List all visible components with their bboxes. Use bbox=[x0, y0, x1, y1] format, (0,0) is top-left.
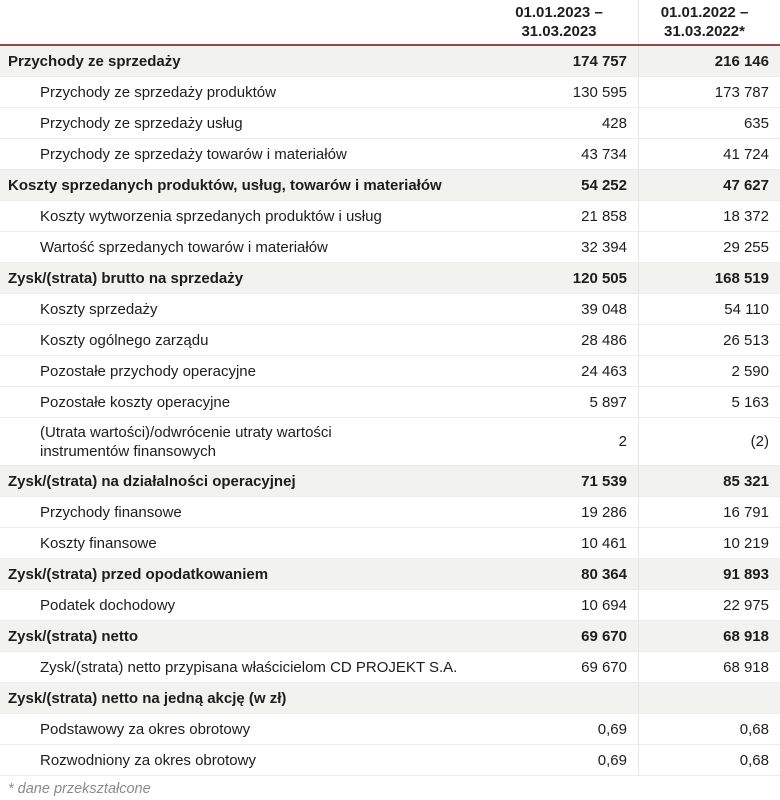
section-row bbox=[0, 466, 780, 497]
footnote: * dane przekształcone bbox=[8, 781, 151, 797]
value-prior-period: 2 590 bbox=[638, 356, 780, 386]
row-label bbox=[0, 362, 480, 381]
row-label bbox=[0, 145, 480, 164]
table-row bbox=[0, 201, 780, 232]
value-current-period: 69 670 bbox=[581, 627, 627, 645]
row-label bbox=[0, 423, 480, 461]
value-current-period: 71 539 bbox=[581, 472, 627, 490]
value-prior-period: 85 321 bbox=[638, 466, 780, 496]
header-prior-period bbox=[638, 0, 780, 44]
row-label-line1: Pozostałe przychody operacyjne bbox=[40, 362, 256, 380]
row-label-line1: Przychody ze sprzedaży usług bbox=[40, 114, 243, 132]
table-row bbox=[0, 590, 780, 621]
value-prior-period: 29 255 bbox=[638, 232, 780, 262]
row-label-line1: Zysk/(strata) netto przypisana właścicielom CD PROJEKT S.A. bbox=[40, 658, 458, 676]
row-label-line1: Koszty sprzedaży bbox=[40, 300, 158, 318]
row-label bbox=[0, 52, 480, 71]
value-current-period: 0,69 bbox=[597, 751, 627, 769]
section-row bbox=[0, 46, 780, 77]
row-label-line1: Koszty sprzedanych produktów, usług, towarów i materiałów bbox=[8, 176, 442, 194]
value-current-period bbox=[480, 683, 638, 713]
row-label bbox=[0, 751, 480, 770]
table-body bbox=[0, 46, 780, 776]
table-row bbox=[0, 294, 780, 325]
row-label-line1: Zysk/(strata) netto bbox=[8, 627, 139, 645]
row-label bbox=[0, 176, 480, 195]
value-prior-period: (2) bbox=[638, 418, 780, 465]
header-current-period bbox=[480, 0, 638, 44]
table-row bbox=[0, 418, 780, 466]
value-current-period: 5 897 bbox=[589, 393, 627, 411]
row-label-line2: instrumentów finansowych bbox=[40, 442, 216, 460]
value-prior-period: 0,68 bbox=[638, 714, 780, 744]
value-current-period: 120 505 bbox=[572, 269, 627, 287]
table-row bbox=[0, 232, 780, 263]
value-current-period: 10 694 bbox=[581, 596, 627, 614]
header-spacer bbox=[0, 0, 480, 44]
row-label-line1: Zysk/(strata) netto na jedną akcję (w zł) bbox=[8, 689, 287, 707]
value-prior-period: 173 787 bbox=[638, 77, 780, 107]
value-current-period: 80 364 bbox=[581, 565, 627, 583]
section-row bbox=[0, 559, 780, 590]
section-row bbox=[0, 263, 780, 294]
value-prior-period: 47 627 bbox=[638, 170, 780, 200]
value-current-period: 174 757 bbox=[572, 52, 627, 70]
value-current-period: 39 048 bbox=[581, 300, 627, 318]
row-label bbox=[0, 689, 480, 708]
row-label bbox=[0, 207, 480, 226]
table-row bbox=[0, 497, 780, 528]
row-label bbox=[0, 472, 480, 491]
row-label bbox=[0, 300, 480, 319]
row-label-line1: Pozostałe koszty operacyjne bbox=[40, 393, 231, 411]
table-row bbox=[0, 745, 780, 776]
row-label-line1: Przychody finansowe bbox=[40, 503, 182, 521]
header-current-period-line1: 01.01.2023 – bbox=[515, 4, 603, 21]
table-row bbox=[0, 139, 780, 170]
value-prior-period: 41 724 bbox=[638, 139, 780, 169]
value-prior-period: 216 146 bbox=[638, 46, 780, 76]
value-current-period: 428 bbox=[601, 114, 627, 132]
value-prior-period: 22 975 bbox=[638, 590, 780, 620]
row-label bbox=[0, 331, 480, 350]
row-label bbox=[0, 627, 480, 646]
value-prior-period: 635 bbox=[638, 108, 780, 138]
row-label-line1: Przychody ze sprzedaży towarów i materiałów bbox=[40, 145, 347, 163]
table-row bbox=[0, 387, 780, 418]
value-current-period: 19 286 bbox=[581, 503, 627, 521]
row-label-line1: Przychody ze sprzedaży produktów bbox=[40, 83, 276, 101]
value-current-period: 32 394 bbox=[581, 238, 627, 256]
value-prior-period bbox=[638, 683, 780, 713]
row-label bbox=[0, 596, 480, 615]
row-label-line1: (Utrata wartości)/odwrócenie utraty wartości bbox=[40, 423, 332, 441]
row-label bbox=[0, 83, 480, 102]
value-current-period: 28 486 bbox=[581, 331, 627, 349]
value-current-period: 10 461 bbox=[581, 534, 627, 552]
value-prior-period: 18 372 bbox=[638, 201, 780, 231]
header-prior-period-line2: 31.03.2022* bbox=[664, 23, 745, 40]
value-current-period: 0,69 bbox=[597, 720, 627, 738]
header-prior-period-line1: 01.01.2022 – bbox=[660, 4, 749, 21]
row-label bbox=[0, 565, 480, 584]
section-row bbox=[0, 170, 780, 201]
row-label-line1: Rozwodniony za okres obrotowy bbox=[40, 751, 256, 769]
value-prior-period: 5 163 bbox=[638, 387, 780, 417]
row-label-line1: Zysk/(strata) na działalności operacyjnej bbox=[8, 472, 296, 490]
value-current-period: 43 734 bbox=[581, 145, 627, 163]
table-header bbox=[0, 0, 780, 46]
value-prior-period: 16 791 bbox=[638, 497, 780, 527]
header-current-period-line2: 31.03.2023 bbox=[521, 23, 597, 40]
value-current-period: 24 463 bbox=[581, 362, 627, 380]
row-label-line1: Koszty finansowe bbox=[40, 534, 157, 552]
table-row bbox=[0, 356, 780, 387]
row-label-line1: Przychody ze sprzedaży bbox=[8, 52, 181, 70]
row-label bbox=[0, 534, 480, 553]
value-prior-period: 68 918 bbox=[638, 621, 780, 651]
section-row bbox=[0, 621, 780, 652]
row-label-line1: Podatek dochodowy bbox=[40, 596, 176, 614]
row-label-line1: Zysk/(strata) brutto na sprzedaży bbox=[8, 269, 244, 287]
table-row bbox=[0, 108, 780, 139]
value-prior-period: 0,68 bbox=[638, 745, 780, 775]
row-label bbox=[0, 114, 480, 133]
table-row bbox=[0, 714, 780, 745]
value-prior-period: 26 513 bbox=[638, 325, 780, 355]
value-current-period: 2 bbox=[618, 433, 627, 450]
row-label bbox=[0, 720, 480, 739]
row-label-line1: Koszty ogólnego zarządu bbox=[40, 331, 209, 349]
value-current-period: 54 252 bbox=[581, 176, 627, 194]
table-row bbox=[0, 325, 780, 356]
value-prior-period: 68 918 bbox=[638, 652, 780, 682]
row-label bbox=[0, 238, 480, 257]
row-label-line1: Wartość sprzedanych towarów i materiałów bbox=[40, 238, 328, 256]
value-current-period: 69 670 bbox=[581, 658, 627, 676]
value-current-period: 21 858 bbox=[581, 207, 627, 225]
value-current-period: 130 595 bbox=[572, 83, 627, 101]
section-row bbox=[0, 683, 780, 714]
row-label bbox=[0, 269, 480, 288]
table-row bbox=[0, 77, 780, 108]
value-prior-period: 91 893 bbox=[638, 559, 780, 589]
value-prior-period: 54 110 bbox=[638, 294, 780, 324]
row-label-line1: Podstawowy za okres obrotowy bbox=[40, 720, 251, 738]
row-label bbox=[0, 658, 480, 677]
value-prior-period: 168 519 bbox=[638, 263, 780, 293]
row-label-line1: Zysk/(strata) przed opodatkowaniem bbox=[8, 565, 269, 583]
table-row bbox=[0, 652, 780, 683]
value-prior-period: 10 219 bbox=[638, 528, 780, 558]
row-label bbox=[0, 503, 480, 522]
table-row bbox=[0, 528, 780, 559]
row-label-line1: Koszty wytworzenia sprzedanych produktów i usług bbox=[40, 207, 382, 225]
row-label bbox=[0, 393, 480, 412]
